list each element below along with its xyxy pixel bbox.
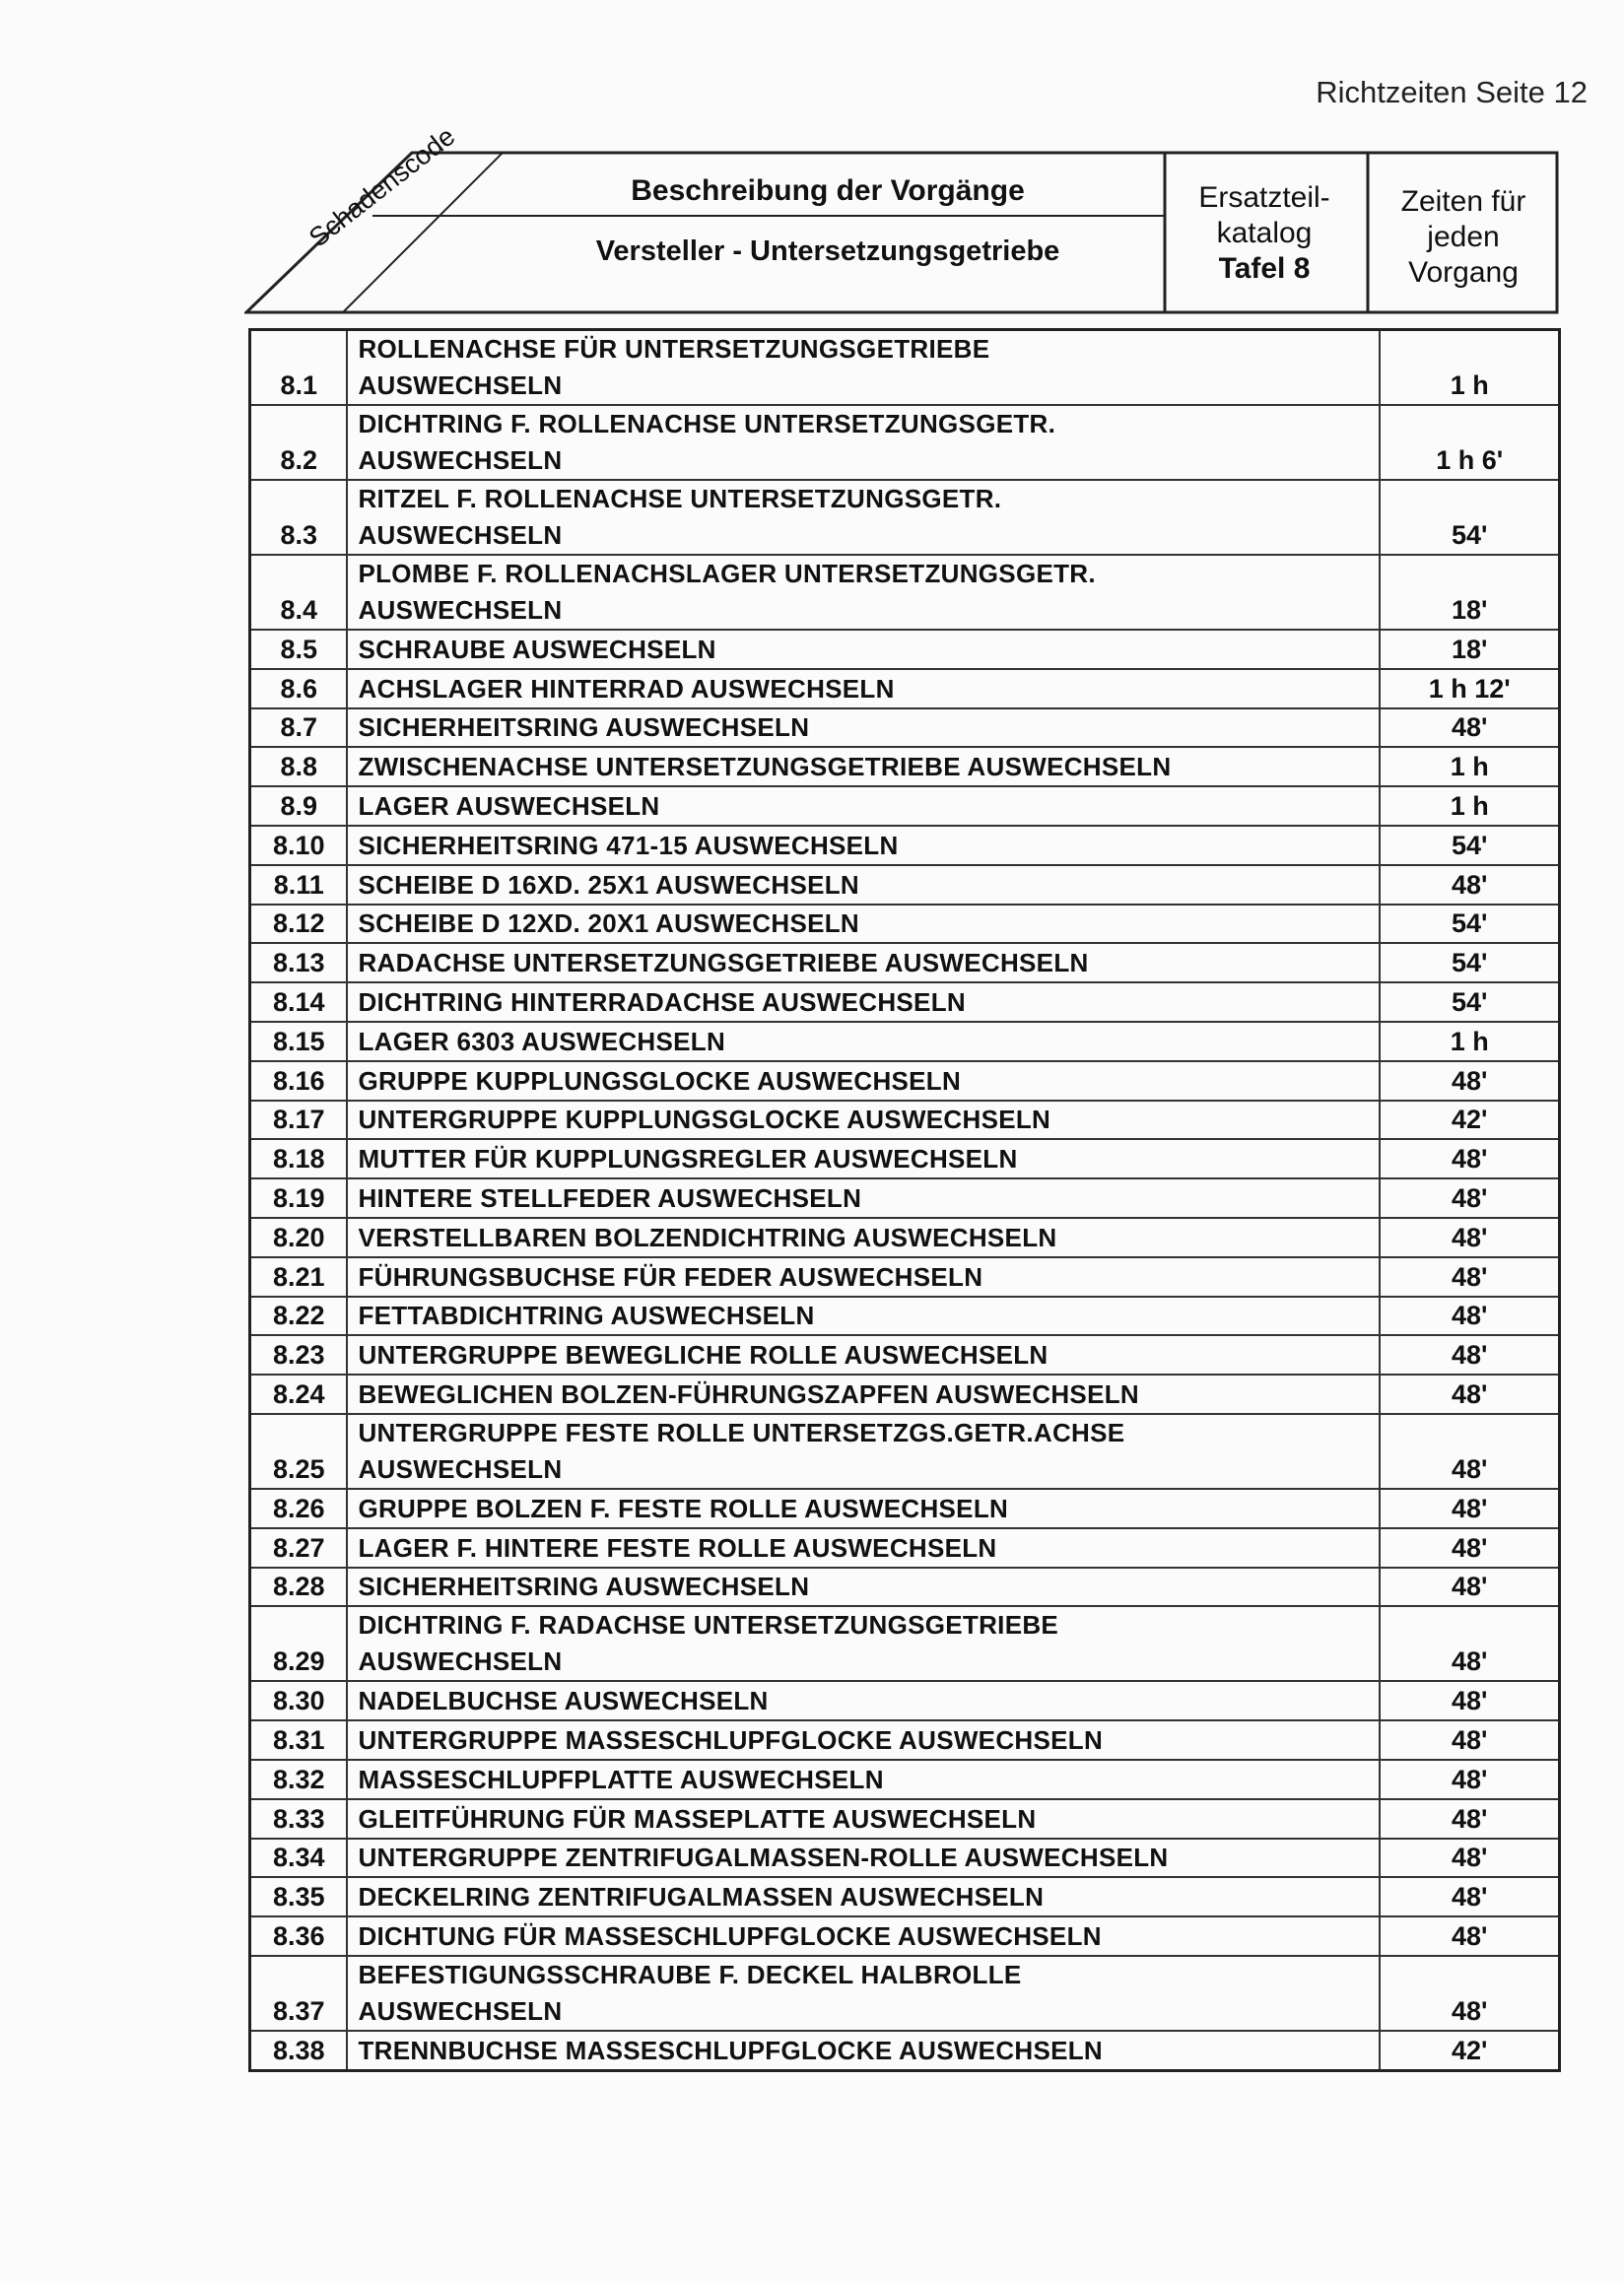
- row-description: [347, 1178, 1380, 1218]
- row-description: [347, 1375, 1380, 1414]
- row-code: 8.23: [250, 1335, 348, 1375]
- row-description-line: AUSWECHSELN: [358, 445, 563, 475]
- row-description: [347, 555, 1380, 630]
- catalog-line3: Tafel 8: [1218, 252, 1311, 285]
- table-row: [250, 405, 1560, 480]
- table-header: [244, 121, 1559, 314]
- table-row: [250, 1681, 1560, 1720]
- row-description-line: ZWISCHENACHSE UNTERSETZUNGSGETRIEBE AUSWECHSELN: [358, 752, 1172, 782]
- time-line2: jeden: [1427, 221, 1500, 253]
- row-description: [347, 982, 1380, 1022]
- table-row: [250, 1139, 1560, 1178]
- row-description: [347, 865, 1380, 905]
- row-time: 48': [1380, 708, 1559, 748]
- row-time: 48': [1380, 1681, 1559, 1720]
- row-code: 8.10: [250, 826, 348, 865]
- row-description: [347, 1799, 1380, 1839]
- row-time: 1 h 6': [1380, 405, 1559, 480]
- row-time: 48': [1380, 1568, 1559, 1607]
- row-description: [347, 1916, 1380, 1956]
- table-row: [250, 669, 1560, 708]
- table-row: [250, 708, 1560, 748]
- table-row: [250, 982, 1560, 1022]
- row-description-line: RITZEL F. ROLLENACHSE UNTERSETZUNGSGETR.: [358, 484, 1002, 513]
- row-description: [347, 1606, 1380, 1681]
- row-description-line: SICHERHEITSRING 471-15 AUSWECHSELN: [358, 830, 899, 860]
- row-description: [347, 1720, 1380, 1760]
- table-row: [250, 1877, 1560, 1916]
- code-column-label: Schadenscode: [304, 121, 461, 253]
- row-time: 48': [1380, 1335, 1559, 1375]
- row-description: [347, 1101, 1380, 1140]
- row-code: 8.35: [250, 1877, 348, 1916]
- row-description: [347, 405, 1380, 480]
- row-description-line: TRENNBUCHSE MASSESCHLUPFGLOCKE AUSWECHSELN: [358, 2035, 1104, 2065]
- row-description: [347, 943, 1380, 982]
- catalog-line1: Ersatzteil-: [1198, 181, 1330, 214]
- table-row: [250, 1606, 1560, 1681]
- row-time: 1 h: [1380, 1022, 1559, 1061]
- row-description-line: VERSTELLBAREN BOLZENDICHTRING AUSWECHSELN: [358, 1222, 1057, 1252]
- row-description-line: SICHERHEITSRING AUSWECHSELN: [358, 712, 810, 743]
- description-title: Beschreibung der Vorgänge: [631, 174, 1025, 207]
- row-description: [347, 1335, 1380, 1375]
- row-code: 8.2: [250, 405, 348, 480]
- row-code: 8.17: [250, 1101, 348, 1140]
- row-description-line: PLOMBE F. ROLLENACHSLAGER UNTERSETZUNGSGETR.: [358, 559, 1096, 588]
- row-description: [347, 630, 1380, 669]
- row-code: 8.34: [250, 1839, 348, 1878]
- row-code: 8.14: [250, 982, 348, 1022]
- row-time: 1 h: [1380, 786, 1559, 826]
- row-code: 8.6: [250, 669, 348, 708]
- row-code: 8.1: [250, 330, 348, 406]
- row-time: 18': [1380, 630, 1559, 669]
- row-description: [347, 1139, 1380, 1178]
- row-code: 8.11: [250, 865, 348, 905]
- table-row: [250, 1178, 1560, 1218]
- row-description: [347, 1414, 1380, 1489]
- row-code: 8.28: [250, 1568, 348, 1607]
- operations-table: [248, 328, 1561, 2072]
- row-code: 8.15: [250, 1022, 348, 1061]
- row-description: [347, 1297, 1380, 1336]
- table-row: [250, 865, 1560, 905]
- row-description-line: GLEITFÜHRUNG FÜR MASSEPLATTE AUSWECHSELN: [358, 1803, 1037, 1834]
- row-description-line: AUSWECHSELN: [358, 370, 563, 400]
- row-description-line: DECKELRING ZENTRIFUGALMASSEN AUSWECHSELN: [358, 1882, 1045, 1913]
- table-row: [250, 1799, 1560, 1839]
- table-row: [250, 2031, 1560, 2070]
- row-description-line: AUSWECHSELN: [358, 595, 563, 625]
- row-code: 8.25: [250, 1414, 348, 1489]
- row-time: 48': [1380, 1839, 1559, 1878]
- row-description-line: UNTERGRUPPE FESTE ROLLE UNTERSETZGS.GETR.ACHSE: [358, 1417, 1125, 1447]
- row-description-line: BEWEGLICHEN BOLZEN-FÜHRUNGSZAPFEN AUSWECHSELN: [358, 1378, 1139, 1409]
- row-time: 48': [1380, 1297, 1559, 1336]
- row-code: 8.29: [250, 1606, 348, 1681]
- row-description: [347, 1760, 1380, 1799]
- row-description: [347, 1877, 1380, 1916]
- row-description-line: AUSWECHSELN: [358, 1995, 563, 2026]
- row-description-line: DICHTRING F. RADACHSE UNTERSETZUNGSGETRIEBE: [358, 1610, 1059, 1641]
- table-row: [250, 826, 1560, 865]
- row-description-line: NADELBUCHSE AUSWECHSELN: [358, 1686, 769, 1716]
- row-time: 48': [1380, 1528, 1559, 1568]
- row-description: [347, 480, 1380, 555]
- row-description: [347, 905, 1380, 944]
- row-description-line: LAGER AUSWECHSELN: [358, 790, 660, 821]
- row-time: 42': [1380, 2031, 1559, 2070]
- row-time: 48': [1380, 1916, 1559, 1956]
- row-description-line: BEFESTIGUNGSSCHRAUBE F. DECKEL HALBROLLE: [358, 1959, 1022, 1989]
- row-description: [347, 1839, 1380, 1878]
- row-time: 48': [1380, 1877, 1559, 1916]
- table-row: [250, 1956, 1560, 2031]
- row-description: [347, 1489, 1380, 1528]
- table-row: [250, 1489, 1560, 1528]
- row-description-line: AUSWECHSELN: [358, 1646, 563, 1677]
- time-line3: Vorgang: [1408, 256, 1519, 289]
- row-time: 48': [1380, 1956, 1559, 2031]
- row-code: 8.32: [250, 1760, 348, 1799]
- table-row: [250, 1568, 1560, 1607]
- row-time: 42': [1380, 1101, 1559, 1140]
- table-row: [250, 1335, 1560, 1375]
- row-time: 48': [1380, 1720, 1559, 1760]
- row-time: 48': [1380, 1218, 1559, 1257]
- row-description: [347, 330, 1380, 406]
- row-code: 8.31: [250, 1720, 348, 1760]
- row-description: [347, 669, 1380, 708]
- row-code: 8.7: [250, 708, 348, 748]
- table-row: [250, 1022, 1560, 1061]
- row-time: 48': [1380, 1375, 1559, 1414]
- row-code: 8.9: [250, 786, 348, 826]
- row-description-line: UNTERGRUPPE ZENTRIFUGALMASSEN-ROLLE AUSWECHSELN: [358, 1843, 1169, 1873]
- row-code: 8.30: [250, 1681, 348, 1720]
- table-row: [250, 1528, 1560, 1568]
- table-row: [250, 1101, 1560, 1140]
- row-description-line: LAGER F. HINTERE FESTE ROLLE AUSWECHSELN: [358, 1532, 997, 1563]
- table-row: [250, 630, 1560, 669]
- row-description-line: GRUPPE KUPPLUNGSGLOCKE AUSWECHSELN: [358, 1065, 962, 1096]
- table-row: [250, 1375, 1560, 1414]
- row-description: [347, 1218, 1380, 1257]
- row-description-line: ACHSLAGER HINTERRAD AUSWECHSELN: [358, 673, 895, 704]
- row-description: [347, 1022, 1380, 1061]
- row-description-line: AUSWECHSELN: [358, 520, 563, 550]
- row-description-line: FÜHRUNGSBUCHSE FÜR FEDER AUSWECHSELN: [358, 1261, 983, 1292]
- row-code: 8.37: [250, 1956, 348, 2031]
- row-description-line: HINTERE STELLFEDER AUSWECHSELN: [358, 1182, 862, 1213]
- description-subtitle: Versteller - Untersetzungsgetriebe: [595, 235, 1060, 267]
- row-description: [347, 786, 1380, 826]
- row-code: 8.3: [250, 480, 348, 555]
- row-code: 8.5: [250, 630, 348, 669]
- row-description-line: UNTERGRUPPE BEWEGLICHE ROLLE AUSWECHSELN: [358, 1340, 1049, 1371]
- row-description-line: SCHEIBE D 12XD. 20X1 AUSWECHSELN: [358, 908, 859, 939]
- row-description-line: GRUPPE BOLZEN F. FESTE ROLLE AUSWECHSELN: [358, 1493, 1009, 1523]
- row-code: 8.16: [250, 1061, 348, 1101]
- table-row: [250, 1414, 1560, 1489]
- row-code: 8.33: [250, 1799, 348, 1839]
- row-description: [347, 747, 1380, 786]
- row-description: [347, 1257, 1380, 1297]
- row-time: 54': [1380, 826, 1559, 865]
- row-description: [347, 2031, 1380, 2070]
- table-row: [250, 330, 1560, 406]
- row-description-line: AUSWECHSELN: [358, 1453, 563, 1484]
- row-code: 8.20: [250, 1218, 348, 1257]
- row-description: [347, 1956, 1380, 2031]
- row-time: 54': [1380, 982, 1559, 1022]
- row-description: [347, 1061, 1380, 1101]
- row-time: 1 h: [1380, 330, 1559, 406]
- row-code: 8.36: [250, 1916, 348, 1956]
- row-time: 48': [1380, 1257, 1559, 1297]
- table-row: [250, 1720, 1560, 1760]
- row-time: 48': [1380, 1606, 1559, 1681]
- row-description-line: ROLLENACHSE FÜR UNTERSETZUNGSGETRIEBE: [358, 334, 990, 364]
- table-row: [250, 1297, 1560, 1336]
- row-time: 48': [1380, 1414, 1559, 1489]
- row-code: 8.12: [250, 905, 348, 944]
- row-code: 8.19: [250, 1178, 348, 1218]
- row-code: 8.4: [250, 555, 348, 630]
- row-code: 8.26: [250, 1489, 348, 1528]
- table-row: [250, 1257, 1560, 1297]
- row-description-line: LAGER 6303 AUSWECHSELN: [358, 1026, 726, 1056]
- row-description-line: SCHEIBE D 16XD. 25X1 AUSWECHSELN: [358, 869, 859, 900]
- row-code: 8.8: [250, 747, 348, 786]
- row-description-line: MASSESCHLUPFPLATTE AUSWECHSELN: [358, 1764, 884, 1794]
- table-row: [250, 1916, 1560, 1956]
- table-row: [250, 1218, 1560, 1257]
- row-time: 48': [1380, 1139, 1559, 1178]
- row-code: 8.18: [250, 1139, 348, 1178]
- row-description: [347, 1681, 1380, 1720]
- row-time: 54': [1380, 905, 1559, 944]
- row-time: 1 h: [1380, 747, 1559, 786]
- operations-table-body: [250, 330, 1560, 2071]
- page-header: Richtzeiten Seite 12: [1316, 75, 1588, 109]
- time-line1: Zeiten für: [1400, 185, 1526, 218]
- table-row: [250, 555, 1560, 630]
- row-description-line: MUTTER FÜR KUPPLUNGSREGLER AUSWECHSELN: [358, 1144, 1018, 1175]
- row-code: 8.27: [250, 1528, 348, 1568]
- table-row: [250, 943, 1560, 982]
- row-time: 18': [1380, 555, 1559, 630]
- table-row: [250, 480, 1560, 555]
- time-column-label: [1368, 184, 1559, 291]
- row-code: 8.13: [250, 943, 348, 982]
- row-code: 8.24: [250, 1375, 348, 1414]
- row-code: 8.21: [250, 1257, 348, 1297]
- row-time: 48': [1380, 1760, 1559, 1799]
- catalog-column-label: [1166, 180, 1363, 287]
- row-description: [347, 1568, 1380, 1607]
- row-description-line: UNTERGRUPPE MASSESCHLUPFGLOCKE AUSWECHSELN: [358, 1724, 1104, 1755]
- row-description-line: DICHTUNG FÜR MASSESCHLUPFGLOCKE AUSWECHSELN: [358, 1920, 1102, 1951]
- row-description: [347, 1528, 1380, 1568]
- row-time: 54': [1380, 943, 1559, 982]
- row-time: 48': [1380, 1799, 1559, 1839]
- row-description-line: RADACHSE UNTERSETZUNGSGETRIEBE AUSWECHSELN: [358, 948, 1089, 978]
- table-row: [250, 1760, 1560, 1799]
- row-code: 8.38: [250, 2031, 348, 2070]
- row-time: 48': [1380, 865, 1559, 905]
- row-description-line: SCHRAUBE AUSWECHSELN: [358, 634, 716, 664]
- row-description-line: SICHERHEITSRING AUSWECHSELN: [358, 1572, 810, 1602]
- row-time: 48': [1380, 1178, 1559, 1218]
- row-description-line: UNTERGRUPPE KUPPLUNGSGLOCKE AUSWECHSELN: [358, 1105, 1051, 1135]
- row-time: 48': [1380, 1489, 1559, 1528]
- catalog-line2: katalog: [1216, 217, 1313, 249]
- row-description-line: DICHTRING F. ROLLENACHSE UNTERSETZUNGSGETR.: [358, 409, 1056, 438]
- row-time: 54': [1380, 480, 1559, 555]
- table-row: [250, 786, 1560, 826]
- table-row: [250, 1061, 1560, 1101]
- row-code: 8.22: [250, 1297, 348, 1336]
- table-row: [250, 905, 1560, 944]
- row-description: [347, 708, 1380, 748]
- row-description: [347, 826, 1380, 865]
- row-description-line: DICHTRING HINTERRADACHSE AUSWECHSELN: [358, 986, 966, 1017]
- table-row: [250, 747, 1560, 786]
- row-time: 1 h 12': [1380, 669, 1559, 708]
- row-description-line: FETTABDICHTRING AUSWECHSELN: [358, 1301, 815, 1331]
- row-time: 48': [1380, 1061, 1559, 1101]
- table-row: [250, 1839, 1560, 1878]
